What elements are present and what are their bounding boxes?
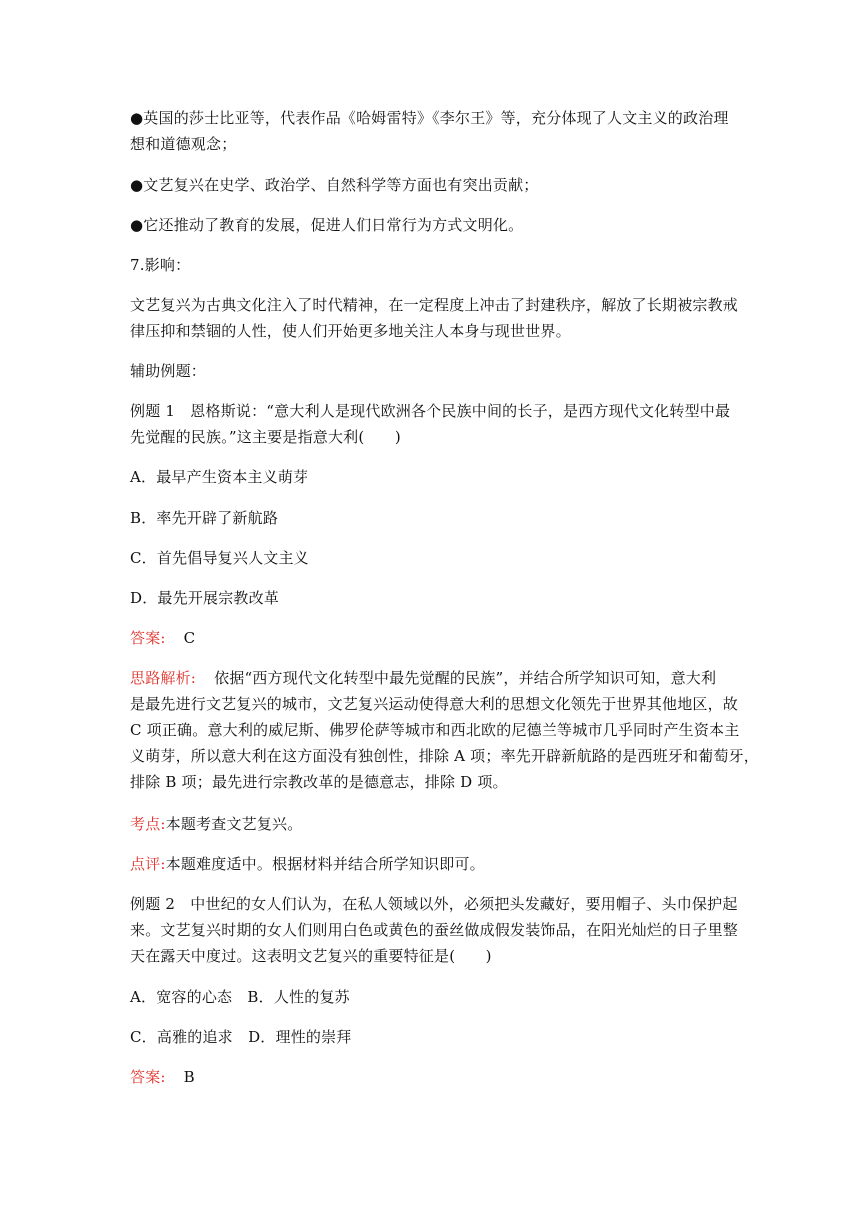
bullet-shakespeare-line1: ●英国的莎士比亚等，代表作品《哈姆雷特》《李尔王》等，充分体现了人文主义的政治理 (130, 109, 729, 127)
example1-option-b: B．率先开辟了新航路 (130, 509, 279, 527)
example1-option-a: A．最早产生资本主义萌芽 (130, 468, 309, 486)
example1-kaodian (130, 810, 730, 838)
example2-options-row1: A．宽容的心态 B．人性的复苏 (130, 988, 350, 1006)
example1-analysis-line2: 是最先进行文艺复兴的城市，文艺复兴运动使得意大利的思想文化领先于世界其他地区，故 (130, 695, 739, 713)
example1-analysis-line3: C 项正确。意大利的威尼斯、佛罗伦萨等城市和西北欧的尼德兰等城市几乎同时产生资本主 (130, 721, 740, 739)
example1-question-line2: 先觉醒的民族。”这主要是指意大利( ) (130, 428, 401, 446)
bullet-shakespeare-line2: 想和道德观念； (130, 135, 237, 153)
example1-answer (130, 624, 730, 652)
analysis-label: 思路解析: (130, 669, 197, 687)
example1-option-c: C．首先倡导复兴人文主义 (130, 549, 309, 567)
bullet-education: ●它还推动了教育的发展，促进人们日常行为方式文明化。 (130, 216, 524, 234)
dianping-text: 本题难度适中。根据材料并结合所学知识即可。 (165, 855, 485, 873)
answer-value: B (183, 1068, 195, 1086)
section-7-heading: 7.影响： (130, 256, 191, 274)
example2-question-line3: 天在露天中度过。这表明文艺复兴的重要特征是( ) (130, 947, 492, 965)
section-7-line2: 律压抑和禁锢的人性，使人们开始更多地关注人本身与现世世界。 (130, 322, 571, 340)
dianping-label: 点评: (130, 855, 166, 873)
answer-label: 答案: (130, 1068, 166, 1086)
analysis-text: 依据“西方现代文化转型中最先觉醒的民族”，并结合所学知识可知，意大利 (214, 669, 717, 687)
example2-answer (130, 1063, 730, 1091)
section-7-line1: 文艺复兴为古典文化注入了时代精神，在一定程度上冲击了封建秩序，解放了长期被宗教戒 (130, 296, 739, 314)
example2-options-row2: C．高雅的追求 D．理性的崇拜 (130, 1028, 352, 1046)
example1-analysis-line4: 义萌芽，所以意大利在这方面没有独创性，排除 A 项；率先开辟新航路的是西班牙和葡萄牙， (130, 747, 759, 765)
answer-label: 答案: (130, 629, 166, 647)
kaodian-label: 考点: (130, 815, 166, 833)
bullet-contributions: ●文艺复兴在史学、政治学、自然科学等方面也有突出贡献； (130, 176, 539, 194)
example1-analysis-line5: 排除 B 项；最先进行宗教改革的是德意志，排除 D 项。 (130, 773, 508, 791)
example1-question-line1: 例题 1 恩格斯说：“意大利人是现代欧洲各个民族中间的长子，是西方现代文化转型中最 (130, 402, 731, 420)
kaodian-text: 本题考查文艺复兴。 (165, 815, 303, 833)
example1-option-d: D．最先开展宗教改革 (130, 589, 280, 607)
example1-dianping (130, 850, 730, 878)
example2-question-line1: 例题 2 中世纪的女人们认为，在私人领域以外，必须把头发藏好，要用帽子、头巾保护起 (130, 895, 738, 913)
answer-value: C (183, 629, 196, 647)
aux-heading: 辅助例题： (130, 362, 207, 380)
example2-question-line2: 来。文艺复兴时期的女人们则用白色或黄色的蚕丝做成假发装饰品，在阳光灿烂的日子里整 (130, 921, 739, 939)
example1-analysis-line1 (130, 664, 730, 692)
